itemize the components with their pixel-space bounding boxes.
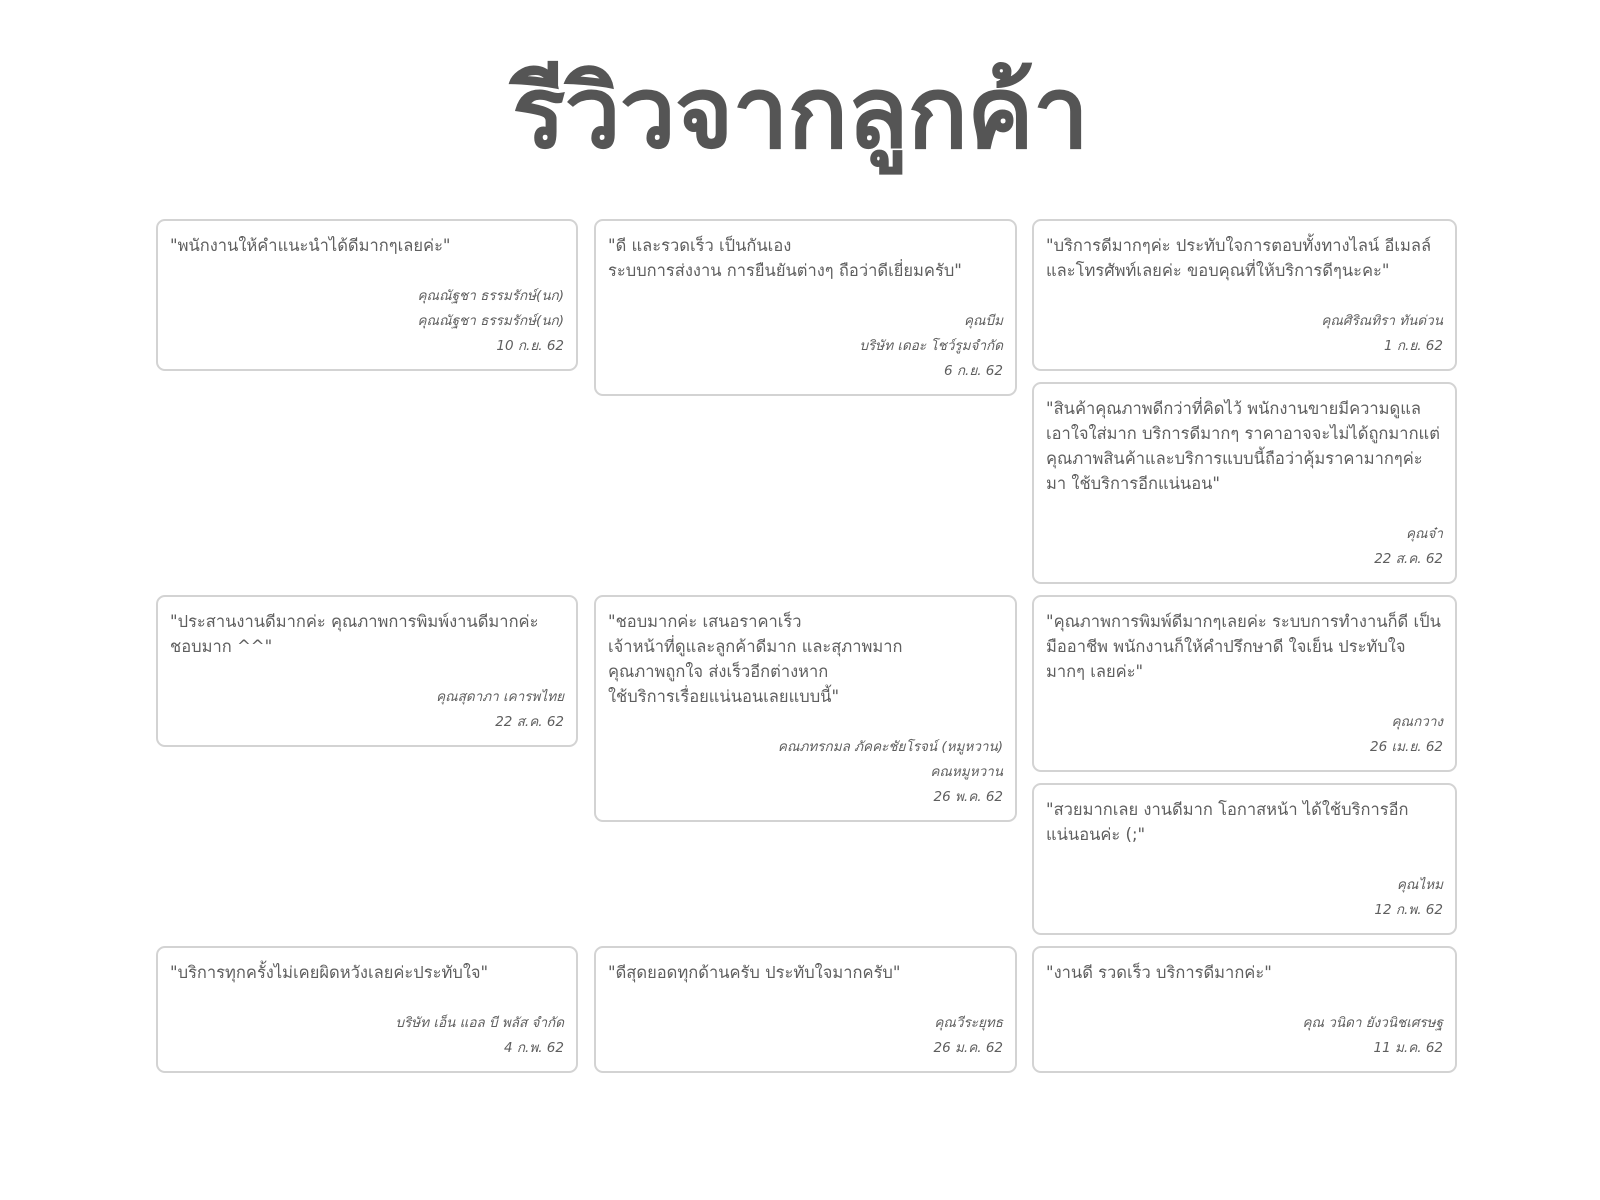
review-card	[1032, 946, 1457, 1073]
review-date: 11 ม.ค. 62	[1373, 1040, 1443, 1056]
reviewer-name: คุณสุดาภา เคารพไทย	[436, 689, 564, 705]
review-date: 22 ส.ค. 62	[1374, 551, 1443, 567]
review-meta	[934, 1011, 1003, 1061]
review-quote: "ดี และรวดเร็ว เป็นกันเอง ระบบการส่งงาน การยืนยันต่างๆ ถือว่าดีเยี่ยมครับ"	[608, 236, 962, 280]
reviewer-name: คุณบีม	[963, 313, 1003, 329]
review-date: 10 ก.ย. 62	[496, 338, 564, 354]
review-meta	[436, 685, 564, 735]
reviewer-name: คุณวีระยุทธ	[934, 1015, 1003, 1031]
review-date: 1 ก.ย. 62	[1383, 338, 1443, 354]
review-date: 4 ก.พ. 62	[503, 1040, 564, 1056]
reviewer-company: บริษัท เอ็น แอล บี พลัส จำกัด	[395, 1015, 564, 1031]
review-quote: "บริการทุกครั้งไม่เคยผิดหวังเลยค่ะประทับใจ"	[170, 963, 489, 982]
reviewer-name: คุณณัฐชา ธรรมรักษ์(นก)	[417, 288, 564, 304]
reviewer-name: คุณ วนิดา ยังวนิชเศรษฐ	[1302, 1015, 1443, 1031]
review-card	[594, 219, 1017, 396]
reviewer-company: บริษัท เดอะ โชว์รูมจำกัด	[859, 338, 1003, 354]
review-card	[1032, 382, 1457, 584]
review-meta	[778, 735, 1003, 810]
reviewer-name: คณภทรกมล ภัคคะชัยโรจน์ (หมูหวาน)	[777, 739, 1003, 755]
page-title: รีวิวจากลูกค้า	[511, 54, 1089, 171]
review-card	[1032, 219, 1457, 371]
reviewer-name: คุณกวาง	[1391, 714, 1443, 730]
review-meta	[418, 284, 564, 359]
reviewer-name: คุณณัฐชา ธรรมรักษ์(นก)	[417, 313, 564, 329]
review-quote: "คุณภาพการพิมพ์ดีมากๆเลยค่ะ ระบบการทำงานก็ดี เป็น มืออาชีพ พนักงานก็ให้คำปรึกษาดี ใจเย็น ประทับใจมากๆ เลยค่ะ"	[1046, 612, 1441, 681]
review-quote: "งานดี รวดเร็ว บริการดีมากค่ะ"	[1046, 963, 1272, 982]
review-card	[1032, 595, 1457, 772]
review-meta	[1374, 522, 1443, 572]
reviewer-name: คุณศิริณทิรา ทันด่วน	[1321, 313, 1443, 329]
review-date: 26 ม.ค. 62	[933, 1040, 1003, 1056]
review-date: 26 เม.ย. 62	[1370, 739, 1443, 755]
review-card	[594, 946, 1017, 1073]
review-meta	[1374, 873, 1443, 923]
review-quote: "บริการดีมากๆค่ะ ประทับใจการตอบทั้งทางไลน์ อีเมลล์ และโทรศัพท์เลยค่ะ ขอบคุณที่ให้บริการดีๆนะคะ"	[1046, 236, 1432, 280]
reviewer-name: คุณไหม	[1396, 877, 1443, 893]
reviewer-name: คุณจ๋า	[1405, 526, 1443, 542]
review-card	[594, 595, 1017, 822]
review-meta	[395, 1011, 564, 1061]
review-date: 22 ส.ค. 62	[495, 714, 564, 730]
reviewer-nickname: คณหมูหวาน	[930, 764, 1003, 780]
review-card	[156, 595, 578, 747]
review-quote: "สินค้าคุณภาพดีกว่าที่คิดไว้ พนักงานขายมีความดูแล เอาใจใส่มาก บริการดีมากๆ ราคาอาจจะไม่ได้ถูกมากแต่ คุณภาพสินค้าและบริการแบบนี้ถือว่าคุ้มราคามากๆค่ะ มา ใช้บริการอีกแน่นอน"	[1046, 399, 1440, 493]
review-meta	[859, 309, 1003, 384]
review-quote: "สวยมากเลย งานดีมาก โอกาสหน้า ได้ใช้บริการอีก แน่นอนค่ะ (;"	[1046, 800, 1409, 844]
review-date: 6 ก.ย. 62	[943, 363, 1003, 379]
review-quote: "ชอบมากค่ะ เสนอราคาเร็ว เจ้าหน้าที่ดูและลูกค้าดีมาก และสุภาพมาก คุณภาพถูกใจ ส่งเร็วอีกต่างหาก ใช้บริการเรื่อยแน่นอนเลยแบบนี้"	[608, 612, 903, 706]
review-card	[156, 946, 578, 1073]
review-card	[156, 219, 578, 371]
review-meta	[1321, 309, 1443, 359]
review-quote: "พนักงานให้คำแนะนำได้ดีมากๆเลยค่ะ"	[170, 236, 451, 255]
review-quote: "ดีสุดยอดทุกด้านครับ ประทับใจมากครับ"	[608, 963, 901, 982]
review-date: 26 พ.ค. 62	[933, 789, 1003, 805]
review-meta	[1302, 1011, 1443, 1061]
review-card	[1032, 783, 1457, 935]
review-date: 12 ก.พ. 62	[1374, 902, 1443, 918]
review-quote: "ประสานงานดีมากค่ะ คุณภาพการพิมพ์งานดีมากค่ะ ชอบมาก ^^"	[170, 612, 539, 656]
review-meta	[1370, 710, 1443, 760]
